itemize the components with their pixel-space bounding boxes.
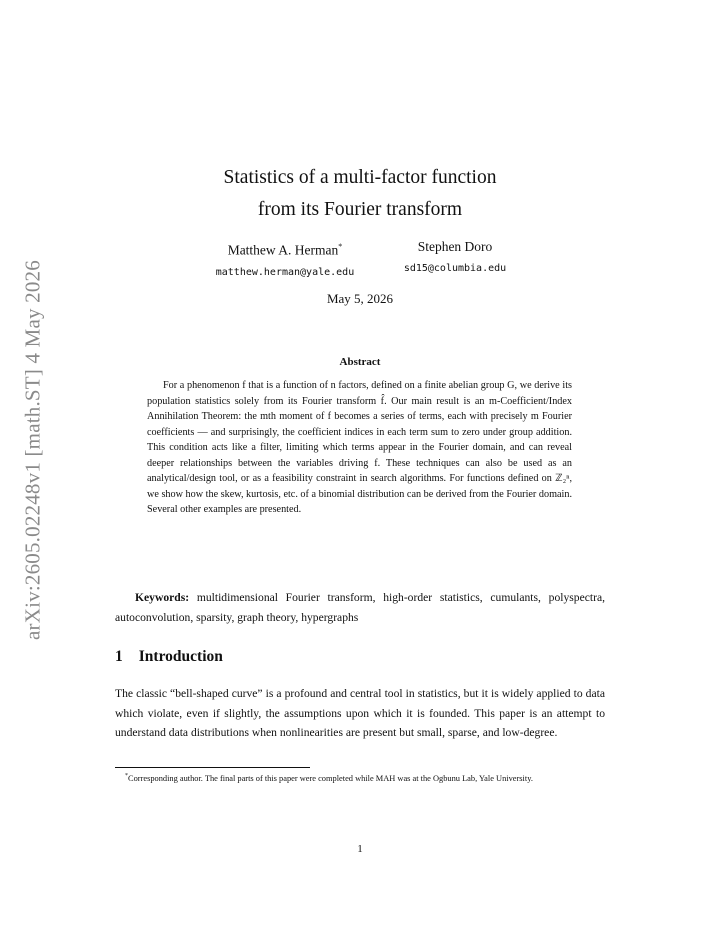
paper-title [0,162,720,226]
keywords-list: multidimensional Fourier transform, high-order statistics, cumulants, polyspectra, autoconvolution, sparsity, graph theory, hypergraphs [115,591,605,624]
footnote [115,770,605,785]
title-line-1: Statistics of a multi-factor function [223,167,497,188]
author-2 [385,239,525,277]
publication-date: May 5, 2026 [326,291,394,306]
author-1-footnote-mark: * [338,242,343,251]
section-title: Introduction [138,648,223,665]
footnote-text: Corresponding author. The final parts of this paper were completed while MAH was at the Ogbunu Lab, Yale University. [128,773,533,783]
keywords-label: Keywords: [135,591,190,604]
author-1-name: Matthew A. Herman [227,242,339,258]
author-2-email[interactable]: sd15@columbia.edu [403,263,507,274]
abstract-text: For a phenomenon f that is a function of n factors, defined on a finite abelian group G, we derive its population statistics solely from its Fourier transform f̂. Our main result is an m-Coefficient/Index Annihilation Theorem: the mth moment of f becomes a series of terms, each with precisely m Fourier coefficients — and surprisingly, the coefficient indices in each term sum to zero under group addition. This condition acts like a filter, limiting which terms appear in the Fourier domain, and can reveal deeper relationships between the variables driving f. These techniques can also be used as an analytical/design tool, or as a feasibility constraint in search algorithms. For functions defined on ℤ₂ⁿ, we show how the skew, kurtosis, etc. of a binomial distribution can be derived from the Fourier domain. Several other examples are presented. [147,380,572,515]
footnote-mark: * [125,773,128,779]
page-number: 1 [357,843,363,855]
footnote-divider [115,767,310,768]
introduction-paragraph: The classic “bell-shaped curve” is a profound and central tool in statistics, but it is widely applied to data which violate, even if slightly, the assumptions upon which it is founded. This paper is an attempt to understand data distributions when nonlinearities are present but small, sparse, and low-degree. [115,687,605,739]
abstract-heading: Abstract [339,356,381,368]
author-1-email[interactable]: matthew.herman@yale.edu [215,266,355,278]
section-heading [115,648,223,666]
title-line-2: from its Fourier transform [257,199,463,220]
author-2-name: Stephen Doro [417,239,493,254]
section-number: 1 [115,648,123,665]
author-1 [200,239,370,281]
arxiv-identifier-stamp: arXiv:2605.02248v1 [math.ST] 4 May 2026 [20,260,45,640]
keywords-paragraph [115,588,605,627]
